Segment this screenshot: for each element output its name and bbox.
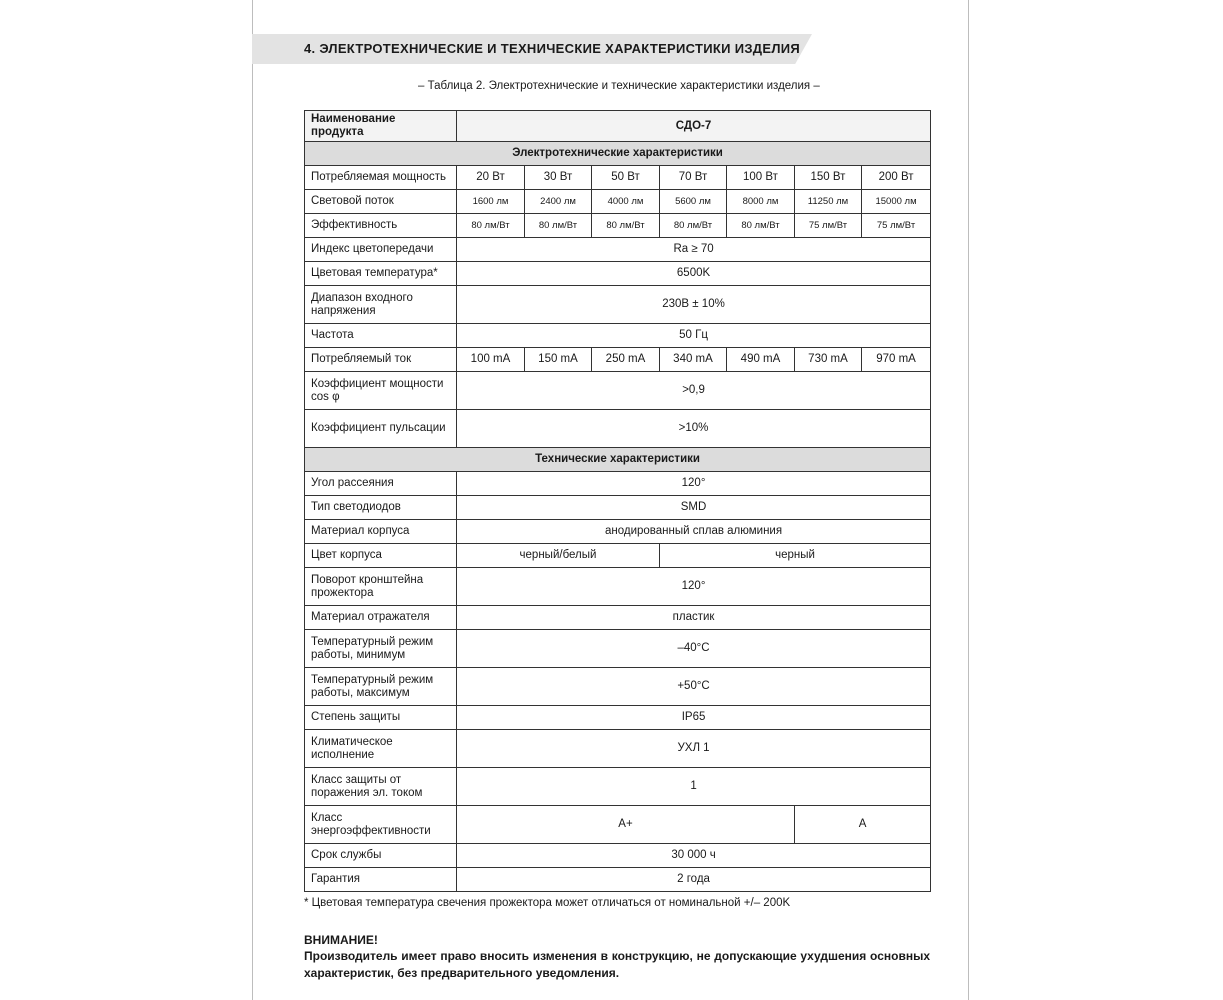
power-value: 50 Вт bbox=[592, 166, 660, 190]
row-label: Срок службы bbox=[305, 844, 457, 868]
table-row bbox=[305, 286, 931, 324]
current-value: 730 mA bbox=[795, 348, 862, 372]
row-label: Диапазон входного напряжения bbox=[305, 286, 457, 324]
table-row bbox=[305, 324, 931, 348]
temp-min-value: –40°C bbox=[457, 630, 931, 668]
power-value: 150 Вт bbox=[795, 166, 862, 190]
table-row bbox=[305, 730, 931, 768]
efficiency-value: 75 лм/Вт bbox=[795, 214, 862, 238]
row-label: Угол рассеяния bbox=[305, 472, 457, 496]
table-caption: – Таблица 2. Электротехнические и технические характеристики изделия – bbox=[418, 80, 820, 92]
table-row bbox=[305, 372, 931, 410]
row-label: Тип светодиодов bbox=[305, 496, 457, 520]
row-label: Эффективность bbox=[305, 214, 457, 238]
footnote: * Цветовая температура свечения прожектора может отличаться от номинальной +/– 200K bbox=[304, 897, 791, 909]
voltage-value: 230В ± 10% bbox=[457, 286, 931, 324]
power-value: 20 Вт bbox=[457, 166, 525, 190]
flux-value: 4000 лм bbox=[592, 190, 660, 214]
table-row bbox=[305, 768, 931, 806]
table-row bbox=[305, 496, 931, 520]
warranty-value: 2 года bbox=[457, 868, 931, 892]
row-label: Световой поток bbox=[305, 190, 457, 214]
current-value: 150 mA bbox=[525, 348, 592, 372]
table-row bbox=[305, 448, 931, 472]
row-label: Цветовая температура* bbox=[305, 262, 457, 286]
ripple-value: >10% bbox=[457, 410, 931, 448]
housing-color-value-a: черный/белый bbox=[457, 544, 660, 568]
table-row bbox=[305, 668, 931, 706]
power-value: 70 Вт bbox=[660, 166, 727, 190]
protection-value: IP65 bbox=[457, 706, 931, 730]
flux-value: 11250 лм bbox=[795, 190, 862, 214]
current-value: 250 mA bbox=[592, 348, 660, 372]
row-label: Потребляемая мощность bbox=[305, 166, 457, 190]
cri-value: Ra ≥ 70 bbox=[457, 238, 931, 262]
table-row bbox=[305, 142, 931, 166]
energy-class-value-b: A bbox=[795, 806, 931, 844]
current-value: 490 mA bbox=[727, 348, 795, 372]
table-row bbox=[305, 472, 931, 496]
table-row bbox=[305, 806, 931, 844]
row-label: Частота bbox=[305, 324, 457, 348]
efficiency-value: 80 лм/Вт bbox=[727, 214, 795, 238]
housing-color-value-b: черный bbox=[660, 544, 931, 568]
table-row bbox=[305, 568, 931, 606]
table-row bbox=[305, 606, 931, 630]
table-row bbox=[305, 706, 931, 730]
product-label: Наименование продукта bbox=[305, 111, 457, 142]
table-row bbox=[305, 166, 931, 190]
table-row bbox=[305, 111, 931, 142]
climate-value: УХЛ 1 bbox=[457, 730, 931, 768]
table-row bbox=[305, 190, 931, 214]
table-row bbox=[305, 348, 931, 372]
efficiency-value: 80 лм/Вт bbox=[525, 214, 592, 238]
power-factor-value: >0,9 bbox=[457, 372, 931, 410]
temp-max-value: +50°C bbox=[457, 668, 931, 706]
reflector-material-value: пластик bbox=[457, 606, 931, 630]
flux-value: 5600 лм bbox=[660, 190, 727, 214]
efficiency-value: 80 лм/Вт bbox=[660, 214, 727, 238]
row-label: Материал отражателя bbox=[305, 606, 457, 630]
current-value: 340 mA bbox=[660, 348, 727, 372]
beam-angle-value: 120° bbox=[457, 472, 931, 496]
row-label: Материал корпуса bbox=[305, 520, 457, 544]
current-value: 970 mA bbox=[862, 348, 931, 372]
power-value: 200 Вт bbox=[862, 166, 931, 190]
service-life-value: 30 000 ч bbox=[457, 844, 931, 868]
current-value: 100 mA bbox=[457, 348, 525, 372]
row-label: Класс защиты от поражения эл. током bbox=[305, 768, 457, 806]
table-row bbox=[305, 544, 931, 568]
led-type-value: SMD bbox=[457, 496, 931, 520]
efficiency-value: 80 лм/Вт bbox=[457, 214, 525, 238]
energy-class-value-a: A+ bbox=[457, 806, 795, 844]
efficiency-value: 80 лм/Вт bbox=[592, 214, 660, 238]
table-row bbox=[305, 520, 931, 544]
section-title: 4. ЭЛЕКТРОТЕХНИЧЕСКИЕ И ТЕХНИЧЕСКИЕ ХАРАКТЕРИСТИКИ ИЗДЕЛИЯ bbox=[304, 41, 801, 56]
color-temp-value: 6500K bbox=[457, 262, 931, 286]
table-row bbox=[305, 214, 931, 238]
table-row bbox=[305, 238, 931, 262]
row-label: Температурный режим работы, максимум bbox=[305, 668, 457, 706]
attention-text: Производитель имеет право вносить изменения в конструкцию, не допускающие ухудшения основных характеристик, без предварительного уведомления. bbox=[304, 949, 930, 980]
table-row bbox=[305, 410, 931, 448]
row-label: Потребляемый ток bbox=[305, 348, 457, 372]
table-row bbox=[305, 844, 931, 868]
row-label: Коэффициент мощности cos φ bbox=[305, 372, 457, 410]
product-name: СДО-7 bbox=[457, 111, 931, 142]
row-label: Температурный режим работы, минимум bbox=[305, 630, 457, 668]
power-value: 100 Вт bbox=[727, 166, 795, 190]
flux-value: 2400 лм bbox=[525, 190, 592, 214]
bracket-rotation-value: 120° bbox=[457, 568, 931, 606]
row-label: Класс энергоэффективности bbox=[305, 806, 457, 844]
attention-title: ВНИМАНИЕ! bbox=[304, 933, 378, 947]
shock-class-value: 1 bbox=[457, 768, 931, 806]
row-label: Климатическое исполнение bbox=[305, 730, 457, 768]
flux-value: 15000 лм bbox=[862, 190, 931, 214]
row-label: Коэффициент пульсации bbox=[305, 410, 457, 448]
power-value: 30 Вт bbox=[525, 166, 592, 190]
row-label: Цвет корпуса bbox=[305, 544, 457, 568]
table-row bbox=[305, 262, 931, 286]
table-row bbox=[305, 630, 931, 668]
flux-value: 8000 лм bbox=[727, 190, 795, 214]
group-technical: Технические характеристики bbox=[305, 448, 931, 472]
row-label: Индекс цветопередачи bbox=[305, 238, 457, 262]
efficiency-value: 75 лм/Вт bbox=[862, 214, 931, 238]
frequency-value: 50 Гц bbox=[457, 324, 931, 348]
housing-material-value: анодированный сплав алюминия bbox=[457, 520, 931, 544]
flux-value: 1600 лм bbox=[457, 190, 525, 214]
group-electrical: Электротехнические характеристики bbox=[305, 142, 931, 166]
row-label: Степень защиты bbox=[305, 706, 457, 730]
spec-table bbox=[304, 110, 931, 892]
row-label: Поворот кронштейна прожектора bbox=[305, 568, 457, 606]
table-row bbox=[305, 868, 931, 892]
row-label: Гарантия bbox=[305, 868, 457, 892]
